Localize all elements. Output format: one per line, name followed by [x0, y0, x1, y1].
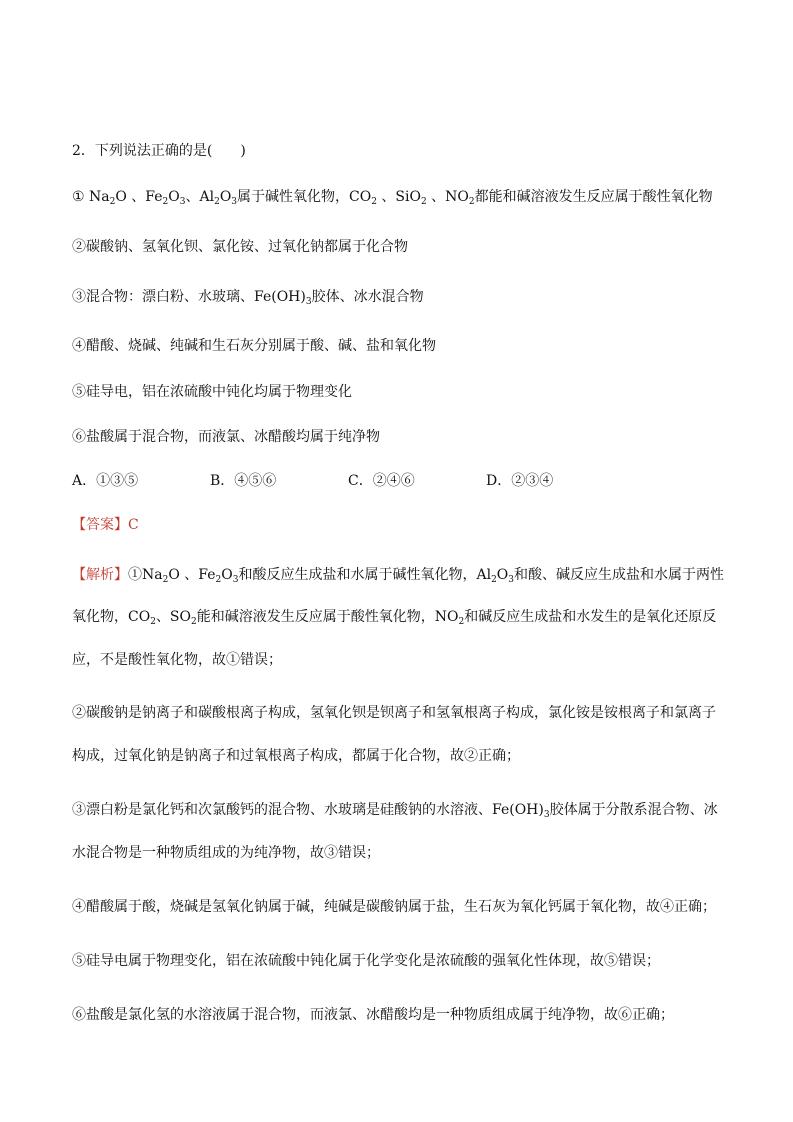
question-stem: 2．下列说法正确的是( ) [72, 143, 246, 159]
statement-5: ⑤硅导电，铝在浓硫酸中钝化均属于物理变化 [72, 384, 352, 400]
analysis-line-5: 构成，过氧化钠是钠离子和过氧根离子构成，都属于化合物，故②正确； [72, 748, 520, 764]
statement-4: ④醋酸、烧碱、纯碱和生石灰分别属于酸、碱、盐和氧化物 [72, 338, 436, 354]
option-c: C．②④⑥ [348, 473, 415, 489]
analysis-line-10: ⑥盐酸是氯化氢的水溶液属于混合物，而液氯、冰醋酸均是一种物质组成属于纯净物，故⑥正确； [72, 1007, 674, 1023]
analysis-line-2: 氧化物，$CO_2$、$SO_2$能和碱溶液发生反应属于酸性氧化物，$NO_2$和碱反应生成盐和水发生的是氧化还原反 [72, 609, 717, 627]
analysis-line-7: 水混合物是一种物质组成的为纯净物，故③错误； [72, 845, 380, 861]
analysis-line-8: ④醋酸属于酸，烧碱是氢氧化钠属于碱，纯碱是碳酸钠属于盐，生石灰为氧化钙属于氧化物，故④正确； [72, 899, 716, 915]
option-d: D．②③④ [486, 473, 554, 489]
analysis-line-6: ③漂白粉是氯化钙和次氯酸钙的混合物、水玻璃是硅酸钠的水溶液、$Fe(OH)_3$胶体属于分散系混合物、冰 [72, 802, 718, 820]
analysis-label: 【解析】 [72, 567, 128, 583]
option-b: B．④⑤⑥ [210, 473, 277, 489]
analysis-line-1: 【解析】$①Na_2O$ 、$Fe_2O_3$和酸反应生成盐和水属于碱性氧化物，$Al_2O_3$和酸、碱反应生成盐和水属于两性 [72, 567, 725, 585]
statement-1: ① $Na_2O$ 、$Fe_2O_3$、$Al_2O_3$属于碱性氧化物，$CO_2$ 、SiO$_2$ 、$NO_2$都能和碱溶液发生反应属于酸性氧化物 [72, 189, 713, 207]
analysis-line-3: 应，不是酸性氧化物，故①错误； [72, 652, 282, 668]
answer-value: C [128, 517, 139, 533]
option-a: A．①③⑤ [72, 473, 139, 489]
analysis-line-9: ⑤硅导电属于物理变化，铝在浓硫酸中钝化属于化学变化是浓硫酸的强氧化性体现，故⑤错误； [72, 953, 660, 969]
answer-label: 【答案】 [72, 517, 128, 533]
statement-2: ②碳酸钠、氢氧化钡、氯化铵、过氧化钠都属于化合物 [72, 239, 408, 255]
statement-3: ③混合物：漂白粉、水玻璃、$Fe(OH)_3$胶体、冰水混合物 [72, 289, 424, 307]
analysis-line-4: ②碳酸钠是钠离子和碳酸根离子构成，氢氧化钡是钡离子和氢氧根离子构成，氯化铵是铵根离子和氯离子 [72, 705, 716, 721]
answer-line [72, 516, 139, 534]
statement-6: ⑥盐酸属于混合物，而液氯、冰醋酸均属于纯净物 [72, 429, 380, 445]
